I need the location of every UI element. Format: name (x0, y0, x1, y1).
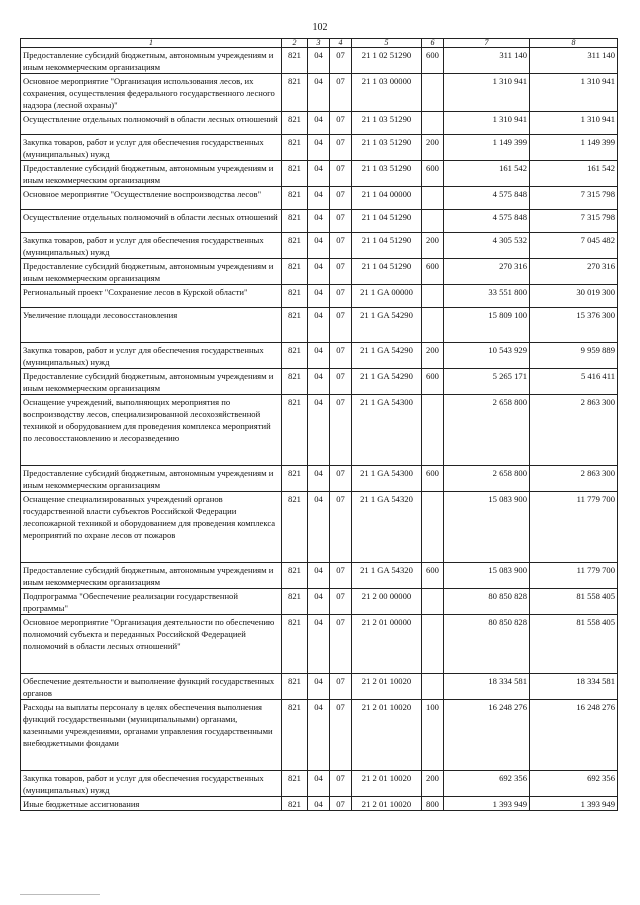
ministry-code: 821 (282, 48, 308, 74)
amount-year-1: 4 575 848 (444, 187, 530, 210)
item-name: Осуществление отдельных полномочий в области лесных отношений (21, 210, 282, 233)
ministry-code: 821 (282, 369, 308, 395)
table-row (21, 259, 618, 285)
amount-year-1: 1 149 399 (444, 135, 530, 161)
section-code: 04 (308, 308, 330, 343)
expense-type-code (422, 112, 444, 135)
amount-year-2: 1 310 941 (530, 112, 618, 135)
ministry-code: 821 (282, 112, 308, 135)
page-number: 102 (312, 22, 328, 33)
section-code: 04 (308, 187, 330, 210)
expense-type-code (422, 674, 444, 700)
section-code: 04 (308, 797, 330, 811)
table-row (21, 308, 618, 343)
ministry-code: 821 (282, 395, 308, 466)
expense-type-code (422, 74, 444, 112)
amount-year-2: 9 959 889 (530, 343, 618, 369)
amount-year-1: 33 551 800 (444, 285, 530, 308)
expense-type-code (422, 615, 444, 674)
amount-year-2: 1 149 399 (530, 135, 618, 161)
subsection-code: 07 (330, 135, 352, 161)
target-article-code: 21 2 01 10020 (352, 674, 422, 700)
table-row (21, 210, 618, 233)
expense-type-code (422, 285, 444, 308)
subsection-code: 07 (330, 369, 352, 395)
item-name: Предоставление субсидий бюджетным, автономным учреждениям и иным некоммерческим организациям (21, 161, 282, 187)
subsection-code: 07 (330, 259, 352, 285)
subsection-code: 07 (330, 187, 352, 210)
item-name: Закупка товаров, работ и услуг для обеспечения государственных (муниципальных) нужд (21, 771, 282, 797)
amount-year-2: 18 334 581 (530, 674, 618, 700)
subsection-code: 07 (330, 771, 352, 797)
ministry-code: 821 (282, 589, 308, 615)
section-code: 04 (308, 161, 330, 187)
amount-year-2: 11 779 700 (530, 492, 618, 563)
ministry-code: 821 (282, 135, 308, 161)
subsection-code: 07 (330, 395, 352, 466)
amount-year-2: 270 316 (530, 259, 618, 285)
column-number: 6 (422, 39, 444, 48)
amount-year-1: 161 542 (444, 161, 530, 187)
amount-year-2: 7 315 798 (530, 187, 618, 210)
table-row (21, 492, 618, 563)
target-article-code: 21 2 00 00000 (352, 589, 422, 615)
target-article-code: 21 1 GA 54290 (352, 343, 422, 369)
table-row (21, 285, 618, 308)
expense-type-code: 200 (422, 771, 444, 797)
item-name: Основное мероприятие "Организация деятельности по обеспечению полномочий субъекта и переданных Российской Федерацией полномочий в области лесных отношений" (21, 615, 282, 674)
amount-year-2: 11 779 700 (530, 563, 618, 589)
table-row (21, 48, 618, 74)
target-article-code: 21 1 03 51290 (352, 161, 422, 187)
column-number: 4 (330, 39, 352, 48)
section-code: 04 (308, 135, 330, 161)
amount-year-2: 2 863 300 (530, 466, 618, 492)
table-row (21, 674, 618, 700)
section-code: 04 (308, 615, 330, 674)
table-row (21, 161, 618, 187)
target-article-code: 21 1 GA 54300 (352, 395, 422, 466)
amount-year-2: 7 045 482 (530, 233, 618, 259)
section-code: 04 (308, 674, 330, 700)
table-row (21, 233, 618, 259)
column-number: 3 (308, 39, 330, 48)
item-name: Иные бюджетные ассигнования (21, 797, 282, 811)
subsection-code: 07 (330, 74, 352, 112)
target-article-code: 21 2 01 10020 (352, 700, 422, 771)
subsection-code: 07 (330, 112, 352, 135)
expense-type-code: 600 (422, 48, 444, 74)
section-code: 04 (308, 48, 330, 74)
ministry-code: 821 (282, 615, 308, 674)
expense-type-code (422, 187, 444, 210)
expense-type-code (422, 395, 444, 466)
amount-year-2: 1 393 949 (530, 797, 618, 811)
item-name: Обеспечение деятельности и выполнение функций государственных органов (21, 674, 282, 700)
amount-year-1: 1 393 949 (444, 797, 530, 811)
ministry-code: 821 (282, 308, 308, 343)
amount-year-2: 81 558 405 (530, 615, 618, 674)
subsection-code: 07 (330, 343, 352, 369)
amount-year-1: 16 248 276 (444, 700, 530, 771)
target-article-code: 21 1 04 51290 (352, 233, 422, 259)
ministry-code: 821 (282, 233, 308, 259)
subsection-code: 07 (330, 308, 352, 343)
section-code: 04 (308, 492, 330, 563)
item-name: Осуществление отдельных полномочий в области лесных отношений (21, 112, 282, 135)
item-name: Региональный проект "Сохранение лесов в Курской области" (21, 285, 282, 308)
table-row (21, 74, 618, 112)
amount-year-2: 692 356 (530, 771, 618, 797)
ministry-code: 821 (282, 285, 308, 308)
expense-type-code: 800 (422, 797, 444, 811)
table-row (21, 135, 618, 161)
amount-year-1: 15 083 900 (444, 492, 530, 563)
ministry-code: 821 (282, 210, 308, 233)
expense-type-code: 200 (422, 233, 444, 259)
item-name: Предоставление субсидий бюджетным, автономным учреждениям и иным некоммерческим организациям (21, 259, 282, 285)
ministry-code: 821 (282, 771, 308, 797)
item-name: Расходы на выплаты персоналу в целях обеспечения выполнения функций государственными (муниципальными) органами, казенными учреждениями, органами управления государственными внебюджетными фондами (21, 700, 282, 771)
table-row (21, 395, 618, 466)
target-article-code: 21 1 03 51290 (352, 112, 422, 135)
expense-type-code: 100 (422, 700, 444, 771)
amount-year-1: 1 310 941 (444, 74, 530, 112)
amount-year-1: 2 658 800 (444, 395, 530, 466)
amount-year-2: 2 863 300 (530, 395, 618, 466)
table-row (21, 369, 618, 395)
table-row (21, 112, 618, 135)
column-number: 1 (21, 39, 282, 48)
subsection-code: 07 (330, 492, 352, 563)
table-row (21, 700, 618, 771)
amount-year-1: 692 356 (444, 771, 530, 797)
target-article-code: 21 1 GA 54300 (352, 466, 422, 492)
target-article-code: 21 1 GA 54290 (352, 369, 422, 395)
subsection-code: 07 (330, 210, 352, 233)
target-article-code: 21 1 GA 54290 (352, 308, 422, 343)
expense-type-code: 600 (422, 161, 444, 187)
expense-type-code (422, 308, 444, 343)
section-code: 04 (308, 563, 330, 589)
table-row (21, 343, 618, 369)
amount-year-1: 80 850 828 (444, 589, 530, 615)
expense-type-code: 200 (422, 343, 444, 369)
ministry-code: 821 (282, 259, 308, 285)
column-number: 7 (444, 39, 530, 48)
target-article-code: 21 1 GA 54320 (352, 492, 422, 563)
amount-year-2: 5 416 411 (530, 369, 618, 395)
item-name: Предоставление субсидий бюджетным, автономным учреждениям и иным некоммерческим организациям (21, 369, 282, 395)
target-article-code: 21 1 04 51290 (352, 259, 422, 285)
amount-year-1: 5 265 171 (444, 369, 530, 395)
subsection-code: 07 (330, 615, 352, 674)
ministry-code: 821 (282, 674, 308, 700)
subsection-code: 07 (330, 700, 352, 771)
subsection-code: 07 (330, 48, 352, 74)
expense-type-code (422, 210, 444, 233)
target-article-code: 21 1 04 51290 (352, 210, 422, 233)
amount-year-1: 15 809 100 (444, 308, 530, 343)
item-name: Оснащение учреждений, выполняющих мероприятия по воспроизводству лесов, специализированной лесохозяйственной техникой и оборудованием для проведения комплекса мероприятий по лесовосстановлению и лесоразведению (21, 395, 282, 466)
subsection-code: 07 (330, 674, 352, 700)
subsection-code: 07 (330, 161, 352, 187)
expense-type-code: 200 (422, 135, 444, 161)
section-code: 04 (308, 369, 330, 395)
section-code: 04 (308, 112, 330, 135)
ministry-code: 821 (282, 343, 308, 369)
table-row (21, 187, 618, 210)
amount-year-1: 10 543 929 (444, 343, 530, 369)
amount-year-1: 18 334 581 (444, 674, 530, 700)
amount-year-1: 311 140 (444, 48, 530, 74)
target-article-code: 21 1 04 00000 (352, 187, 422, 210)
expense-type-code: 600 (422, 466, 444, 492)
amount-year-1: 270 316 (444, 259, 530, 285)
ministry-code: 821 (282, 466, 308, 492)
section-code: 04 (308, 233, 330, 259)
subsection-code: 07 (330, 285, 352, 308)
section-code: 04 (308, 395, 330, 466)
amount-year-2: 16 248 276 (530, 700, 618, 771)
target-article-code: 21 2 01 00000 (352, 615, 422, 674)
amount-year-1: 2 658 800 (444, 466, 530, 492)
ministry-code: 821 (282, 797, 308, 811)
amount-year-2: 81 558 405 (530, 589, 618, 615)
subsection-code: 07 (330, 563, 352, 589)
amount-year-1: 15 083 900 (444, 563, 530, 589)
table-row (21, 797, 618, 811)
amount-year-2: 7 315 798 (530, 210, 618, 233)
section-code: 04 (308, 259, 330, 285)
ministry-code: 821 (282, 700, 308, 771)
target-article-code: 21 2 01 10020 (352, 771, 422, 797)
expense-type-code: 600 (422, 369, 444, 395)
amount-year-2: 311 140 (530, 48, 618, 74)
amount-year-2: 161 542 (530, 161, 618, 187)
item-name: Увеличение площади лесовосстановления (21, 308, 282, 343)
target-article-code: 21 1 02 51290 (352, 48, 422, 74)
amount-year-2: 15 376 300 (530, 308, 618, 343)
table-row (21, 589, 618, 615)
target-article-code: 21 1 03 00000 (352, 74, 422, 112)
subsection-code: 07 (330, 466, 352, 492)
item-name: Подпрограмма "Обеспечение реализации государственной программы" (21, 589, 282, 615)
item-name: Предоставление субсидий бюджетным, автономным учреждениям и иным некоммерческим организациям (21, 466, 282, 492)
item-name: Предоставление субсидий бюджетным, автономным учреждениям и иным некоммерческим организациям (21, 48, 282, 74)
column-number: 5 (352, 39, 422, 48)
amount-year-2: 30 019 300 (530, 285, 618, 308)
table-row (21, 615, 618, 674)
subsection-code: 07 (330, 233, 352, 259)
item-name: Оснащение специализированных учреждений органов государственной власти субъектов Российской Федерации лесопожарной техникой и оборудованием для проведения комплекса мероприятий по охране лесов от пожаров (21, 492, 282, 563)
amount-year-2: 1 310 941 (530, 74, 618, 112)
budget-table (20, 38, 618, 811)
item-name: Закупка товаров, работ и услуг для обеспечения государственных (муниципальных) нужд (21, 343, 282, 369)
expense-type-code: 600 (422, 563, 444, 589)
ministry-code: 821 (282, 161, 308, 187)
section-code: 04 (308, 771, 330, 797)
target-article-code: 21 2 01 10020 (352, 797, 422, 811)
expense-type-code: 600 (422, 259, 444, 285)
column-number: 2 (282, 39, 308, 48)
section-code: 04 (308, 466, 330, 492)
table-row (21, 771, 618, 797)
expense-type-code (422, 589, 444, 615)
amount-year-1: 80 850 828 (444, 615, 530, 674)
amount-year-1: 4 575 848 (444, 210, 530, 233)
ministry-code: 821 (282, 492, 308, 563)
target-article-code: 21 1 03 51290 (352, 135, 422, 161)
target-article-code: 21 1 GA 00000 (352, 285, 422, 308)
table-row (21, 563, 618, 589)
section-code: 04 (308, 700, 330, 771)
item-name: Основное мероприятие "Осуществление воспроизводства лесов" (21, 187, 282, 210)
amount-year-1: 4 305 532 (444, 233, 530, 259)
amount-year-1: 1 310 941 (444, 112, 530, 135)
item-name: Закупка товаров, работ и услуг для обеспечения государственных (муниципальных) нужд (21, 135, 282, 161)
table-row (21, 466, 618, 492)
expense-type-code (422, 492, 444, 563)
section-code: 04 (308, 74, 330, 112)
section-code: 04 (308, 285, 330, 308)
subsection-code: 07 (330, 797, 352, 811)
ministry-code: 821 (282, 74, 308, 112)
section-code: 04 (308, 589, 330, 615)
section-code: 04 (308, 210, 330, 233)
footer-rule (20, 894, 100, 895)
item-name: Закупка товаров, работ и услуг для обеспечения государственных (муниципальных) нужд (21, 233, 282, 259)
item-name: Предоставление субсидий бюджетным, автономным учреждениям и иным некоммерческим организациям (21, 563, 282, 589)
subsection-code: 07 (330, 589, 352, 615)
item-name: Основное мероприятие "Организация использования лесов, их сохранения, осуществления федерального государственного лесного надзора (лесной охраны)" (21, 74, 282, 112)
section-code: 04 (308, 343, 330, 369)
ministry-code: 821 (282, 187, 308, 210)
column-number-row (21, 39, 618, 48)
column-number: 8 (530, 39, 618, 48)
target-article-code: 21 1 GA 54320 (352, 563, 422, 589)
ministry-code: 821 (282, 563, 308, 589)
